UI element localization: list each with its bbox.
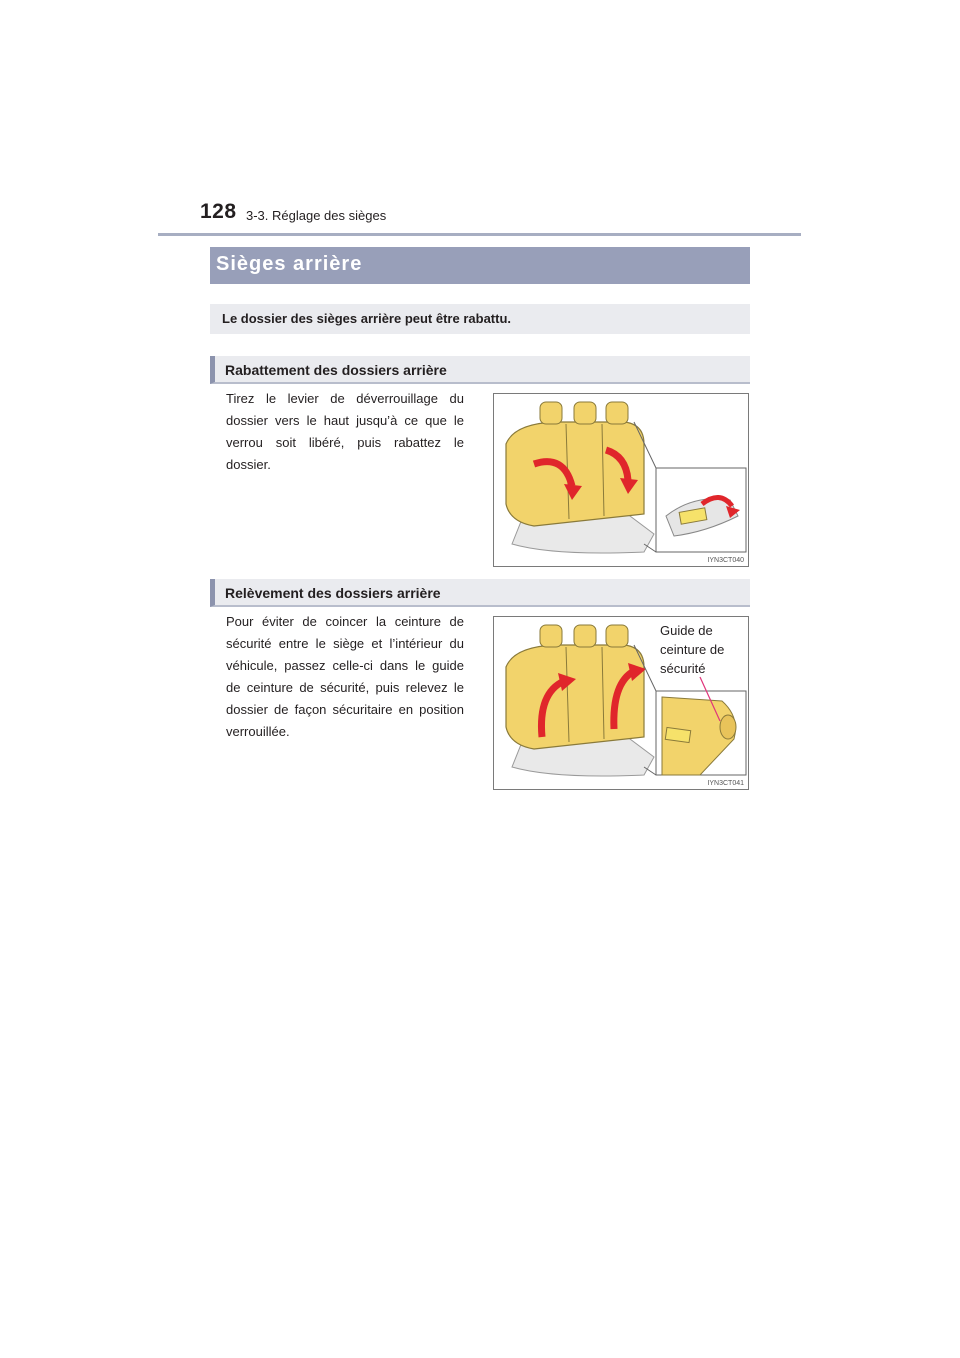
section-body-raise: Pour éviter de coincer la ceinture de sécurité entre le siège et l’intérieur du véhicule, passez celle-ci dans le guide de ceinture de sécurité, puis relevez le dossier de façon sécuritaire en position verrouillée. xyxy=(226,614,464,739)
section-body-fold: Tirez le levier de déverrouillage du dossier vers le haut jusqu’à ce que le verrou soit libéré, puis rabattez le dossier. xyxy=(226,391,464,472)
page-title: Sièges arrière xyxy=(216,253,363,275)
intro-box xyxy=(210,304,750,334)
section-heading-raise xyxy=(210,579,750,607)
belt-guide-callout: Guide de ceinture de sécurité xyxy=(660,623,725,676)
fold-seat-illustration xyxy=(494,394,748,566)
page-number: 128 xyxy=(200,200,237,223)
header-rule xyxy=(158,233,801,236)
intro-text: Le dossier des sièges arrière peut être rabattu. xyxy=(222,311,512,326)
section-reference: 3-3. Réglage des sièges xyxy=(246,208,387,223)
section-heading-fold-text: Rabattement des dossiers arrière xyxy=(225,362,447,378)
figure-code-fold: IYN3CT040 xyxy=(707,557,744,564)
title-band xyxy=(210,247,750,284)
section-heading-fold xyxy=(210,356,750,384)
section-heading-raise-text: Relèvement des dossiers arrière xyxy=(225,585,441,601)
figure-fold-seats xyxy=(493,393,749,567)
figure-code-raise: IYN3CT041 xyxy=(707,780,744,787)
